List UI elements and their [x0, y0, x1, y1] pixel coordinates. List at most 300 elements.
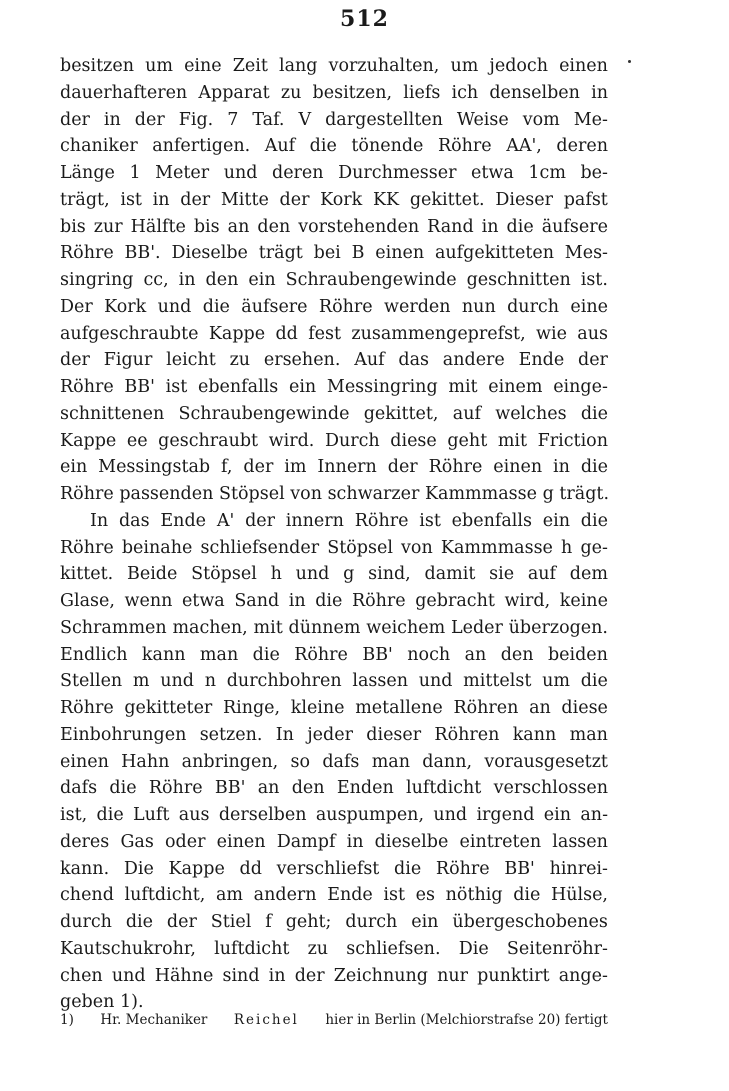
word: und [160, 671, 194, 692]
word: das [118, 510, 150, 531]
word: ist [419, 510, 441, 531]
word: die [315, 591, 343, 611]
word: in [553, 457, 570, 478]
word: denselben [489, 82, 580, 103]
word: um [450, 56, 479, 76]
text-line [60, 160, 608, 187]
word: chend [60, 885, 114, 906]
word: Stöpsel [191, 564, 257, 585]
word: Apparat [198, 82, 270, 103]
word: beinahe [121, 537, 193, 558]
text-line [60, 588, 608, 615]
word: Ende [327, 885, 373, 906]
text-line [60, 695, 608, 722]
word: das [398, 350, 429, 371]
word: Röhre [437, 136, 492, 157]
word: geschnitten [466, 270, 571, 290]
word: kann. [60, 858, 110, 879]
word: übergeschobenes [452, 912, 608, 932]
word: die [580, 510, 608, 531]
word: Stellen [60, 671, 123, 692]
word: Stiel [210, 912, 252, 932]
word: aufgekitteten [434, 243, 554, 264]
word: der [578, 350, 608, 371]
text-line [60, 642, 608, 669]
word: aus [178, 805, 210, 825]
word: durchbohren [226, 671, 342, 692]
word: kann [512, 724, 557, 745]
word: an [464, 644, 487, 665]
word: leicht [166, 350, 216, 371]
word: ee [126, 430, 148, 451]
word: hinrei- [549, 858, 608, 879]
word: kittet. [60, 564, 114, 585]
word: der [279, 189, 310, 210]
word: gekitteter [124, 698, 213, 718]
word: mit [497, 430, 528, 451]
word: von [401, 537, 433, 558]
word: nur [437, 965, 469, 986]
word: durch [60, 912, 112, 932]
word: Hahn [121, 751, 170, 772]
word: bis [60, 216, 86, 237]
word: h [270, 564, 282, 585]
footnote-text-before: Hr. Mechaniker [100, 1012, 208, 1028]
word: BB'. [124, 243, 161, 264]
word: beiden [547, 644, 608, 665]
word: Die [123, 858, 154, 879]
word: tönende [351, 136, 424, 157]
text-line [60, 882, 608, 909]
word: trägt, [60, 189, 110, 210]
word: be- [580, 163, 608, 183]
text-line [60, 53, 608, 80]
word: andern [253, 885, 317, 906]
word: man [569, 724, 608, 745]
word: jedoch [489, 56, 548, 76]
word: und [418, 671, 453, 692]
word: Röhre [60, 537, 114, 558]
word: derselben [218, 805, 307, 825]
word: ebenfalls [197, 377, 279, 397]
text-line [60, 775, 608, 802]
word: anbringen, [181, 751, 279, 772]
word: die [513, 885, 541, 906]
word: Auf [354, 350, 385, 371]
word: ist [165, 377, 188, 397]
word: passenden [119, 484, 214, 504]
word: Durch [324, 430, 380, 451]
word: in [591, 82, 608, 103]
word: Röhre [351, 591, 406, 611]
word: dauerhafteren [60, 82, 188, 103]
word: der [60, 350, 90, 371]
text-line [60, 802, 608, 829]
word: einen [216, 831, 266, 852]
word: Röhre [354, 510, 409, 531]
word: wie [536, 323, 567, 344]
word: metallene [355, 698, 443, 718]
word: gebracht [415, 591, 495, 611]
word: dd [275, 323, 298, 344]
word: Gas [120, 831, 154, 852]
text-line [60, 454, 608, 481]
word: Leder [450, 617, 503, 638]
word: zu [229, 350, 251, 371]
word: cc, [143, 270, 169, 290]
word: ich [451, 82, 479, 103]
word: andere [442, 350, 505, 371]
word: an [257, 778, 280, 799]
word: Kork [104, 296, 147, 317]
text-line [60, 347, 608, 374]
word: dafs [322, 751, 360, 772]
word: an [227, 216, 250, 237]
word: ebenfalls [451, 510, 532, 531]
word: ein [288, 377, 317, 397]
word: um [145, 56, 173, 76]
word: Weise [456, 109, 509, 130]
word: geschraubt [158, 430, 259, 451]
word: in [103, 109, 121, 130]
word: innern [285, 510, 344, 531]
word: Luft [133, 805, 170, 825]
word: dd [239, 858, 262, 879]
word: dargestellten [325, 109, 443, 130]
word: ein [542, 510, 570, 531]
text-line [60, 374, 608, 401]
word: die [125, 912, 153, 932]
word: schliefsender [200, 537, 320, 558]
word: Kappe [60, 430, 117, 451]
word: die [96, 805, 124, 825]
word: geht; [285, 912, 332, 932]
word: Röhren [453, 698, 519, 718]
word: der [60, 109, 90, 130]
word: mit [253, 617, 283, 638]
word: luftdicht, [124, 885, 206, 906]
word: luftdicht [406, 778, 482, 799]
word: diese [561, 698, 608, 718]
word: ge- [580, 537, 608, 558]
word: an- [580, 805, 608, 825]
word: Ringe, [222, 698, 281, 718]
word: Röhren [434, 724, 500, 745]
word: dieselbe [374, 831, 449, 852]
text-line [60, 80, 608, 107]
word: m [132, 671, 150, 692]
word: Kautschukrohr, [60, 938, 196, 959]
word: Zeit [232, 56, 268, 76]
word: und [433, 805, 468, 825]
word: einen [60, 751, 109, 772]
word: verschliefst [276, 858, 380, 879]
word: Dieselbe [171, 243, 248, 264]
word: Mitte [220, 189, 269, 210]
word: aus [577, 323, 608, 344]
word: ein [543, 805, 572, 825]
word: KK [372, 189, 400, 210]
word: eine [184, 56, 222, 76]
word: B [351, 243, 365, 264]
word: mittelst [463, 671, 532, 692]
word: besitzen, [312, 82, 393, 103]
word: der [387, 457, 418, 478]
word: einen [559, 56, 608, 76]
word: singring [60, 270, 134, 290]
word: trägt [258, 243, 303, 264]
word: werden [384, 296, 451, 317]
word: die [580, 671, 608, 692]
word: die [202, 296, 230, 317]
word: Meter [155, 163, 210, 183]
footnote-name: Reichel [233, 1012, 299, 1028]
text-line [60, 829, 608, 856]
word: Messingring [326, 377, 438, 397]
word: auf [452, 403, 481, 424]
word: durch [345, 912, 398, 932]
word: Endlich [60, 644, 128, 665]
word: Fig. [178, 109, 214, 130]
word: oder [165, 831, 206, 852]
word: dem [569, 564, 608, 585]
word: eintreten [459, 831, 542, 852]
word: den [291, 778, 325, 799]
word: der [245, 510, 275, 531]
word: 7 [227, 109, 239, 130]
word: Röhre [294, 644, 348, 665]
word: Kappe [168, 858, 225, 879]
word: Röhre [60, 377, 114, 397]
word: dünnem [288, 617, 361, 638]
word: der [180, 189, 211, 210]
word: Schraubengewinde [178, 403, 350, 424]
word: 1cm [528, 163, 566, 183]
word: ist. [580, 270, 608, 290]
word: dann, [422, 751, 473, 772]
text-line [60, 535, 608, 562]
text-line [60, 107, 608, 134]
word: trägt. [559, 484, 610, 504]
text-line [60, 428, 608, 455]
word: n [204, 671, 216, 692]
word: der [294, 965, 325, 986]
word: den [205, 270, 239, 290]
word: Hülse, [550, 885, 608, 906]
word: den [257, 216, 291, 237]
word: etwa [471, 163, 514, 183]
text-line [60, 214, 608, 241]
word: sind [222, 965, 260, 986]
word: den [500, 644, 534, 665]
word: in [152, 189, 170, 210]
word: Die [458, 938, 489, 959]
word: und [295, 564, 330, 585]
word: es [415, 885, 436, 906]
word: keine [559, 591, 608, 611]
word: auf [527, 564, 557, 585]
word: AA', [506, 136, 542, 157]
word: nöthig [445, 885, 503, 906]
word: die [580, 403, 608, 424]
text-line [60, 267, 608, 294]
word: am [216, 885, 244, 906]
word: lassen [352, 671, 408, 692]
word: Kork [320, 189, 363, 210]
word: chaniker [60, 136, 138, 157]
word: etwa [181, 591, 225, 611]
word: die [252, 644, 280, 665]
word: lassen [552, 831, 608, 852]
word: kleine [290, 698, 345, 718]
word: Ende [160, 510, 207, 531]
word: von [290, 484, 322, 504]
word: machen, [172, 617, 248, 638]
word: und [223, 163, 258, 183]
word: Figur [103, 350, 153, 371]
word: dieser [366, 724, 422, 745]
word: Einbohrungen [60, 724, 187, 745]
word: weichem [366, 617, 446, 638]
text-line [60, 722, 608, 749]
word: um [542, 671, 570, 692]
word: punktirt [477, 965, 550, 986]
word: deren [556, 136, 608, 157]
word: Hähne [154, 965, 214, 986]
word: Röhre [428, 457, 483, 478]
word: in [268, 965, 286, 986]
word: Rand [427, 216, 474, 237]
word: verschlossen [493, 778, 608, 799]
body-text [60, 53, 608, 1016]
word: Enden [336, 778, 394, 799]
word: in [288, 591, 306, 611]
word: Zeichnung [333, 965, 428, 986]
word: Taf. [252, 109, 285, 130]
word: gekittet, [363, 403, 439, 424]
word: deren [272, 163, 324, 183]
word: noch [407, 644, 451, 665]
word: der [134, 109, 165, 130]
word: mit [448, 377, 478, 397]
word: Me- [573, 109, 608, 130]
word: zusammengeprefst, [351, 323, 526, 344]
word: ist, [60, 805, 88, 825]
word: Stöpsel [218, 484, 285, 504]
word: aufgeschraubte [60, 323, 199, 344]
word: BB' [504, 858, 535, 879]
word: bei [313, 243, 341, 264]
text-line [60, 668, 608, 695]
word: h [561, 537, 573, 558]
word: äufsere [241, 296, 308, 317]
word: zur [93, 216, 123, 237]
word: Dieser [495, 189, 554, 210]
footnote-marker: 1) [60, 1012, 74, 1028]
word: äufsere [541, 216, 608, 237]
word: f [265, 912, 272, 932]
word: Kammmasse [440, 537, 553, 558]
word: man [371, 751, 410, 772]
word: g [343, 564, 355, 585]
word: schnittenen [60, 403, 165, 424]
word: die [506, 216, 534, 237]
word: schliefsen. [346, 938, 441, 959]
word: zu [280, 82, 302, 103]
word: geben [60, 992, 115, 1013]
word: ein [60, 457, 88, 478]
word: Ende [518, 350, 565, 371]
word: die [394, 858, 422, 879]
word: jeder [307, 724, 353, 745]
text-line [60, 294, 608, 321]
word: Röhre [60, 484, 114, 504]
word: eine [570, 296, 608, 317]
word: sind, [368, 564, 411, 585]
word: so [290, 751, 311, 772]
word: nun [461, 296, 496, 317]
word: diese [390, 430, 437, 451]
word: anfertigen. [152, 136, 251, 157]
text-line [60, 749, 608, 776]
word: geht [447, 430, 488, 451]
word: deres [60, 831, 110, 852]
word: g [542, 484, 554, 504]
page-number: 512 [340, 6, 389, 32]
word: fest [308, 323, 342, 344]
text-line [60, 401, 608, 428]
word: V [298, 109, 312, 130]
word: bis [193, 216, 220, 237]
word: einen [375, 243, 425, 264]
word: schwarzer [327, 484, 420, 504]
word: BB' [214, 778, 246, 799]
word: einen [493, 457, 543, 478]
word: sie [489, 564, 515, 585]
word: die [580, 457, 608, 478]
word: und [111, 965, 146, 986]
word: Röhre [60, 698, 114, 718]
word: vorstehenden [298, 216, 420, 237]
word: In [90, 510, 109, 531]
word: Sand [234, 591, 280, 611]
word: Mes- [564, 243, 608, 264]
word: wenn [124, 591, 173, 611]
word: setzen. [199, 724, 263, 745]
word: ein [248, 270, 276, 290]
text-line [60, 508, 608, 535]
word: Der [60, 296, 93, 317]
word: vorausgesetzt [484, 751, 608, 772]
word: besitzen [60, 56, 135, 76]
word: Schraubengewinde [285, 270, 457, 290]
word: gekittet. [409, 189, 485, 210]
word: damit [424, 564, 476, 585]
word: Stöpsel [327, 537, 393, 558]
word: der [166, 912, 197, 932]
word: kann [141, 644, 186, 665]
text-line [60, 481, 608, 508]
word: Kappe [208, 323, 266, 344]
word: BB' [124, 377, 155, 397]
text-line [60, 240, 608, 267]
word: einem [488, 377, 543, 397]
footnote-text-after: hier in Berlin (Melchiorstrafse 20) fertigt [325, 1012, 608, 1028]
word: der [243, 457, 274, 478]
word: vom [522, 109, 560, 130]
word: ist [120, 189, 142, 210]
word: in [178, 270, 196, 290]
